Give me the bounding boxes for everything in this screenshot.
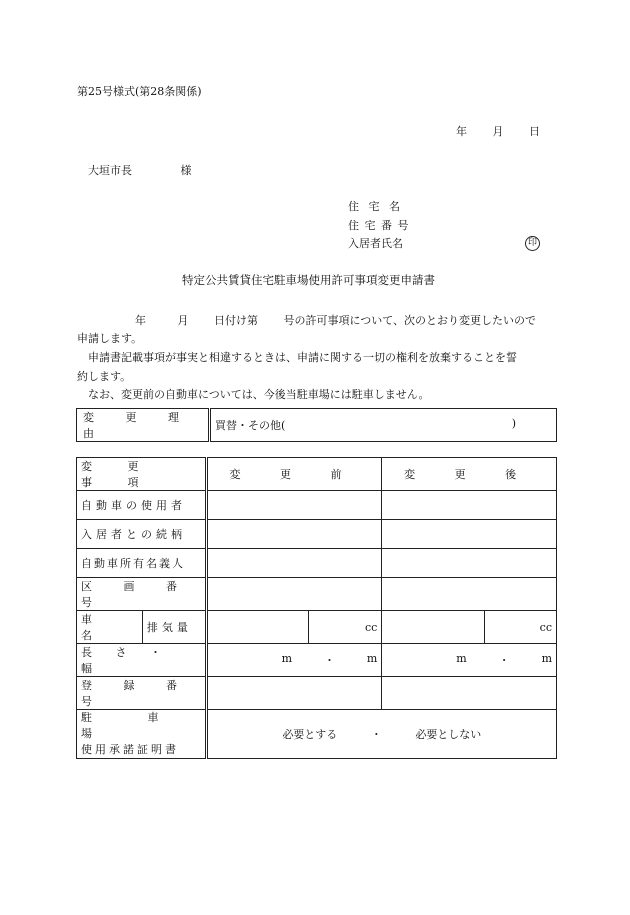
- housing-number-label: 住 宅 番 号: [348, 219, 410, 232]
- table-row: [77, 677, 557, 710]
- size-after[interactable]: m ・ m: [382, 644, 557, 677]
- form-number: 第25号様式(第28条関係): [77, 85, 202, 98]
- header-item: 変 更 事 項: [77, 458, 207, 491]
- reason-value-text: 買替・その他(: [215, 419, 286, 432]
- addressee-honorific: 様: [180, 164, 192, 177]
- change-table: [76, 457, 557, 759]
- table-row: [77, 578, 557, 611]
- row-car-name-label: 車 名: [77, 611, 143, 644]
- addressee: [88, 162, 192, 178]
- addressee-name: 大垣市長: [88, 164, 132, 177]
- reason-label: 変 更 理 由: [77, 409, 210, 442]
- table-row: [77, 549, 557, 578]
- reason-table: [76, 408, 557, 442]
- resident-name-label: 入居者氏名: [348, 237, 403, 250]
- displacement-before[interactable]: [309, 611, 382, 644]
- date-line: [456, 123, 540, 139]
- lot-after[interactable]: [382, 578, 557, 611]
- owner-after[interactable]: [382, 549, 557, 578]
- date-year: 年: [456, 125, 467, 138]
- displacement-after[interactable]: [485, 611, 557, 644]
- relation-after[interactable]: [382, 520, 557, 549]
- reason-value[interactable]: [210, 409, 557, 442]
- body-line-4: 約します。: [77, 370, 132, 383]
- date-month: 月: [492, 125, 504, 138]
- table-row: [77, 644, 557, 677]
- cc-unit: cc: [364, 620, 378, 634]
- body-line-3: 申請書記載事項が事実と相違するときは、申請に関する一切の権利を放棄することを誓: [88, 351, 517, 364]
- row-user-label: 自動車の使用者: [77, 491, 207, 520]
- body-line-1: 年 月 日付け第 号の許可事項について、次のとおり変更したいので: [135, 314, 537, 327]
- row-owner-label: 自動車所有名義人: [77, 549, 207, 578]
- relation-before[interactable]: [206, 520, 382, 549]
- registration-after[interactable]: [382, 677, 557, 710]
- certificate-choice[interactable]: [206, 710, 556, 759]
- row-certificate-label: 駐 車 場 使用承諾証明書: [77, 710, 207, 759]
- cc-unit: cc: [539, 620, 552, 634]
- user-before[interactable]: [206, 491, 382, 520]
- size-before[interactable]: m ・ m: [206, 644, 382, 677]
- housing-name-label: 住 宅 名: [348, 200, 403, 213]
- row-displacement-label: 排気量: [142, 611, 206, 644]
- car-name-before[interactable]: [206, 611, 309, 644]
- form-title: 特定公共賃貸住宅駐車場使用許可事項変更申請書: [182, 273, 435, 287]
- date-day: 日: [529, 125, 540, 138]
- reason-close: ): [511, 417, 516, 430]
- body-line-2: 申請します。: [77, 332, 143, 345]
- table-row: [77, 520, 557, 549]
- table-row: [77, 611, 557, 644]
- row-relation-label: 入居者との続柄: [77, 520, 207, 549]
- no-need-option[interactable]: 必要としない: [415, 728, 482, 741]
- header-before: 変 更 前: [206, 458, 382, 491]
- body-line-5: なお、変更前の自動車については、今後当駐車場には駐車しません。: [88, 388, 430, 401]
- owner-before[interactable]: [206, 549, 382, 578]
- row-registration-label: 登 録 番 号: [77, 677, 207, 710]
- need-separator: ・: [370, 728, 382, 741]
- table-row: [77, 491, 557, 520]
- seal-mark: 印: [525, 236, 540, 251]
- registration-before[interactable]: [206, 677, 382, 710]
- table-row: [77, 710, 557, 759]
- lot-before[interactable]: [206, 578, 382, 611]
- user-after[interactable]: [382, 491, 557, 520]
- car-name-after[interactable]: [382, 611, 485, 644]
- header-after: 変 更 後: [382, 458, 557, 491]
- seal-icon: [525, 235, 540, 251]
- row-size-label: 長 さ ・ 幅: [77, 644, 207, 677]
- row-lot-label: 区 画 番 号: [77, 578, 207, 611]
- need-option[interactable]: 必要とする: [282, 728, 338, 741]
